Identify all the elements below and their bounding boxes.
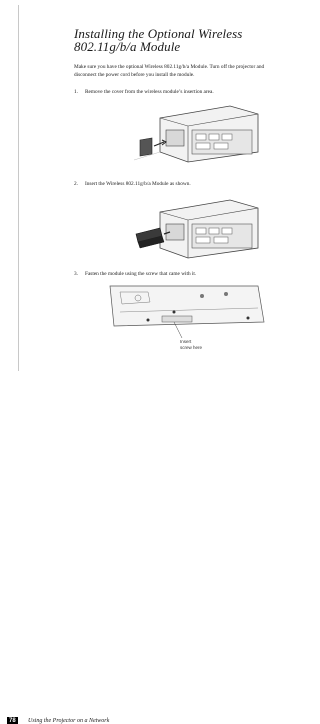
figure-insert-module bbox=[130, 194, 260, 260]
intro-paragraph: Make sure you have the optional Wireless 802.11g/b/a Module. Turn off the projector and disconnect the power cord before you install the module. bbox=[74, 64, 265, 78]
figure-fasten-screw bbox=[108, 282, 268, 340]
section-title bbox=[74, 27, 274, 53]
callout-line-1: Insert bbox=[180, 339, 192, 344]
step-1 bbox=[74, 88, 284, 96]
page-footer bbox=[0, 358, 300, 724]
step-1-number: 1. bbox=[74, 89, 78, 95]
title-line-2: 802.11g/b/a Module bbox=[74, 39, 181, 54]
step-1-text: Remove the cover from the wireless module’s insertion area. bbox=[85, 89, 214, 95]
step-3-text: Fasten the module using the screw that came with it. bbox=[85, 271, 197, 277]
title-line-1: Installing the Optional Wireless bbox=[74, 26, 243, 41]
screw-callout bbox=[180, 339, 202, 350]
figure-remove-cover bbox=[130, 100, 260, 164]
step-3 bbox=[74, 270, 284, 278]
margin-rule bbox=[18, 5, 19, 371]
step-2-text: Insert the Wireless 802.11g/b/a Module as shown. bbox=[85, 181, 191, 187]
running-title: Using the Projector on a Network bbox=[28, 718, 110, 724]
step-3-number: 3. bbox=[74, 271, 78, 277]
page-number: 78 bbox=[9, 718, 16, 724]
step-2 bbox=[74, 180, 284, 188]
step-2-number: 2. bbox=[74, 181, 78, 187]
callout-line-2: screw here bbox=[180, 344, 203, 350]
